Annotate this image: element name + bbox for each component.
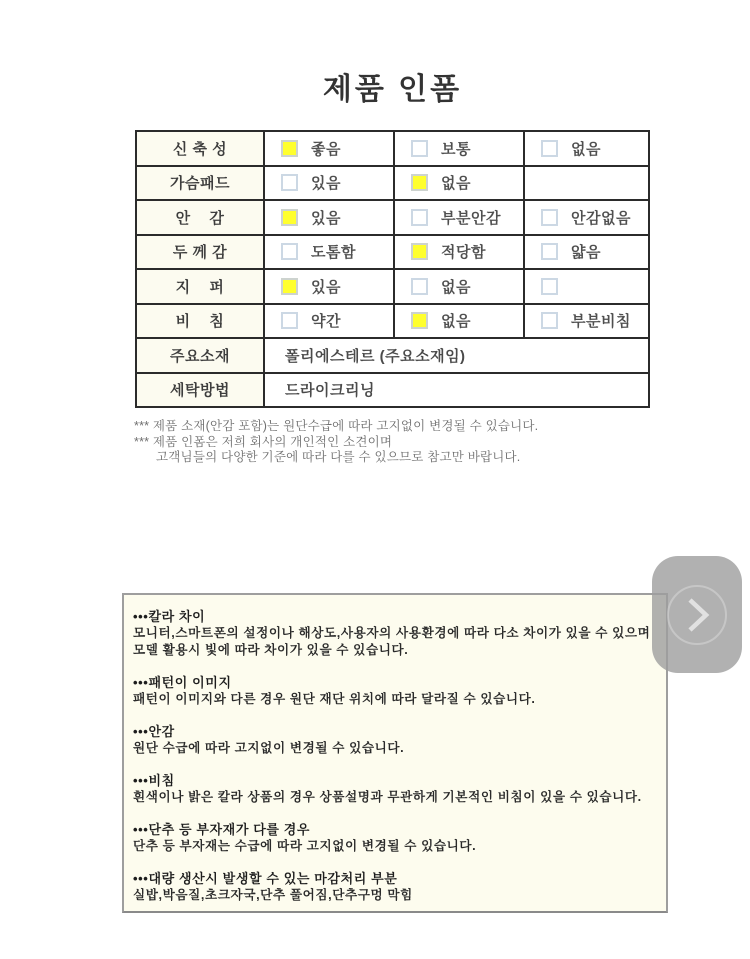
checkbox-icon: [411, 140, 428, 157]
spec-option-cell: [525, 270, 648, 303]
spec-info-value: 폴리에스테르 (주요소재임): [265, 339, 648, 372]
notice-line: 단추 등 부자재는 수급에 따라 고지없이 변경될 수 있습니다.: [133, 839, 477, 853]
option-label: 없음: [441, 313, 471, 331]
notice-line: 원단 수급에 따라 고지없이 변경될 수 있습니다.: [133, 741, 405, 755]
spec-option-cell: [265, 236, 393, 269]
option-label: 적당함: [441, 244, 486, 262]
page-title: 제품 인폼: [322, 73, 463, 106]
option-label: 좋음: [311, 140, 341, 158]
table-footnotes: [134, 419, 654, 466]
notice-line: 흰색이나 밝은 칼라 상품의 경우 상품설명과 무관하게 기본적인 비침이 있을 수 있습니다.: [133, 790, 642, 804]
spec-option-cell: [395, 236, 523, 269]
checkbox-icon: [281, 278, 298, 295]
checkbox-icon: [281, 140, 298, 157]
footnote-line: *** 제품 소재(안감 포함)는 원단수급에 따라 고지없이 변경될 수 있습니다.: [134, 419, 539, 433]
checkbox-icon: [541, 312, 558, 329]
spec-option-cell: [265, 270, 393, 303]
spec-row-label: 안 감: [137, 201, 263, 234]
spec-row-label: 지 퍼: [137, 270, 263, 303]
option-label: 없음: [441, 175, 471, 193]
spec-info-value: 드라이크리닝: [265, 374, 648, 407]
spec-option-cell: [265, 305, 393, 338]
option-label: 약간: [311, 313, 341, 331]
notice-section-color: [133, 608, 656, 659]
spec-option-cell: [265, 167, 393, 200]
notice-heading: •••비침: [133, 773, 175, 788]
option-label: 안감없음: [571, 209, 631, 227]
notice-section-pattern: [133, 674, 656, 708]
checkbox-icon: [281, 174, 298, 191]
option-label: 있음: [311, 278, 341, 296]
notice-section-finishing: [133, 870, 656, 904]
checkbox-icon: [281, 243, 298, 260]
option-label: 얇음: [571, 244, 601, 262]
spec-option-cell: [395, 201, 523, 234]
notice-line: 모델 활용시 빛에 따라 차이가 있을 수 있습니다.: [133, 643, 409, 657]
spec-row-label: 가슴패드: [137, 167, 263, 200]
option-label: 부분비침: [571, 313, 631, 331]
notice-heading: •••패턴이 이미지: [133, 675, 232, 690]
spec-option-cell: [395, 270, 523, 303]
notice-section-lining: [133, 723, 656, 757]
checkbox-icon: [411, 209, 428, 226]
product-spec-table: [135, 130, 650, 408]
option-label: 없음: [571, 140, 601, 158]
checkbox-icon: [411, 278, 428, 295]
spec-row-label: 세탁방법: [137, 374, 263, 407]
spec-option-cell: [525, 305, 648, 338]
spec-row-label: 비 침: [137, 305, 263, 338]
option-label: 있음: [311, 209, 341, 227]
chevron-circle: [667, 585, 727, 645]
option-label: 없음: [441, 278, 471, 296]
chevron-right-icon: [682, 595, 712, 635]
footnote-line: *** 제품 인폼은 저희 회사의 개인적인 소견이며: [134, 434, 393, 449]
checkbox-icon: [541, 243, 558, 260]
notice-box: [122, 593, 668, 913]
checkbox-icon: [411, 174, 428, 191]
notice-heading: •••칼라 차이: [133, 609, 206, 624]
footnote-line: 고객님들의 다양한 기준에 따라 다를 수 있으므로 참고만 바랍니다.: [156, 450, 521, 464]
spec-option-cell: [395, 305, 523, 338]
notice-heading: •••안감: [133, 724, 175, 739]
checkbox-icon: [411, 312, 428, 329]
spec-option-cell: [395, 132, 523, 165]
notice-line: 패턴이 이미지와 다른 경우 원단 재단 위치에 따라 달라질 수 있습니다.: [133, 692, 536, 706]
spec-row-label: 주요소재: [137, 339, 263, 372]
checkbox-icon: [541, 278, 558, 295]
spec-option-cell: [525, 132, 648, 165]
spec-option-cell: [395, 167, 523, 200]
spec-row-label: 두 께 감: [137, 236, 263, 269]
spec-row-label: 신 축 성: [137, 132, 263, 165]
spec-option-cell: [525, 236, 648, 269]
checkbox-icon: [541, 209, 558, 226]
option-label: 있음: [311, 175, 341, 193]
notice-line: 실밥,박음질,초크자국,단추 풀어짐,단추구멍 막힘: [133, 888, 413, 902]
checkbox-icon: [281, 209, 298, 226]
option-label: 도톰함: [311, 244, 356, 262]
notice-section-buttons: [133, 821, 656, 855]
spec-option-cell-empty: [525, 167, 648, 200]
notice-line: 모니터,스마트폰의 설정이나 해상도,사용자의 사용환경에 따라 다소 차이가 있을 수 있으며: [133, 626, 651, 640]
option-label: 보통: [441, 140, 471, 158]
spec-option-cell: [265, 132, 393, 165]
spec-option-cell: [265, 201, 393, 234]
checkbox-icon: [411, 243, 428, 260]
notice-heading: •••단추 등 부자재가 다를 경우: [133, 822, 311, 837]
notice-heading: •••대량 생산시 발생할 수 있는 마감처리 부분: [133, 871, 398, 886]
carousel-next-button[interactable]: [652, 556, 742, 673]
checkbox-icon: [541, 140, 558, 157]
option-label: 부분안감: [441, 209, 501, 227]
spec-option-cell: [525, 201, 648, 234]
notice-section-sheer: [133, 772, 656, 806]
checkbox-icon: [281, 312, 298, 329]
